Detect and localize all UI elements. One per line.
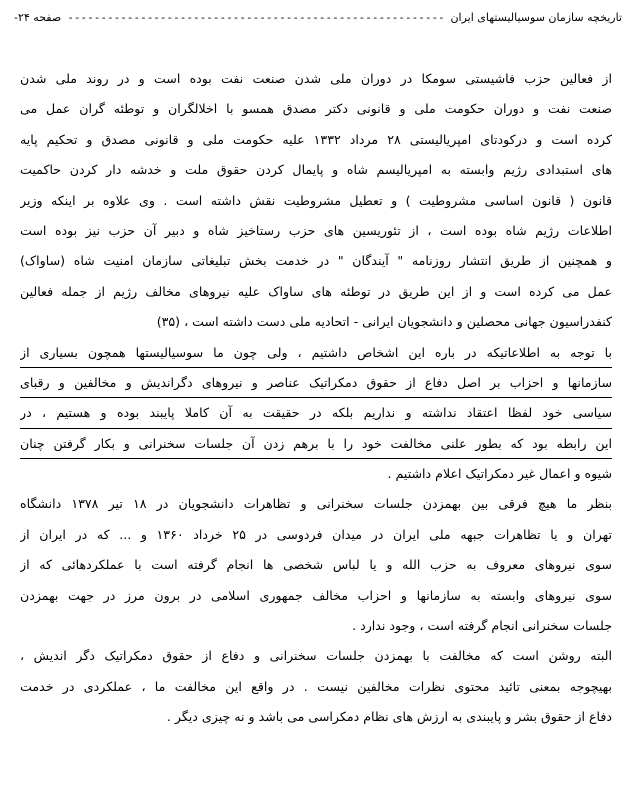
text-line: بهیچوجه بمعنی تائید محتوی نظرات مخالفین نیست . در واقع این مخالفت ما ، عملکردی در خدمت xyxy=(20,678,612,694)
page-header xyxy=(14,8,622,26)
text-line: البته روشن است که مخالفت با بهمزدن جلسات سخنرانی و دفاع از حقوق دمکراتیک دگر اندیش ، xyxy=(20,648,612,664)
text-line: از فعالین حزب فاشیستی سومکا در دوران ملی شدن صنعت نفت بوده است و در روند ملی شدن xyxy=(20,71,612,86)
text-line: سوی نیروهای معروف به حزب الله و یا لباس شخصی ها انجام گرفته است با عملکردهائی که از xyxy=(20,557,612,573)
text-line: بنظر ما هیچ فرقی بین بهمزدن جلسات سخنرانی و تظاهرات دانشجویان در ۱۸ تیر ۱۳۷۸ دانشگاه xyxy=(20,496,612,512)
paragraph-1 xyxy=(20,64,612,338)
underlined-text-line: سازمانها و احزاب بر اصل دفاع از حقوق دمکراتیک عناصر و نیروهای دگراندیش و مخالفین و رقبای xyxy=(20,368,612,398)
text-line: شیوه و اعمال غیر دمکراتیک اعلام داشتیم . xyxy=(387,466,612,482)
text-line: اطلاعات رژیم شاه بوده است ، از تئوریسین های حزب رستاخیز شاه و دبیر آن حزب نیز بوده است xyxy=(20,222,612,238)
book-title: تاریخچه سازمان سوسیالیستهای ایران xyxy=(450,10,622,24)
underlined-text-line: با توجه به اطلاعاتیکه در باره این اشخاص داشتیم ، ولی چون ما سوسیالیستها همچون بسیاری از xyxy=(20,338,612,368)
text-line: و همچنین از طریق انتشار روزنامه " آیندگان " در خدمت بخش تبلیغاتی سازمان امنیت شاه (ساواک) xyxy=(20,253,612,269)
underlined-text-line: این رابطه بود که بطور علنی مخالفت خود را با برهم زدن آن جلسات سخنرانی و بکار گرفتن چنان xyxy=(20,429,612,459)
paragraph-4 xyxy=(20,641,612,732)
text-line: سوی نیروهای وابسته به سازمانها و احزاب مخالف جمهوری اسلامی در برون مرز در جهت بهمزدن xyxy=(20,587,612,603)
paragraph-2-underlined xyxy=(20,338,612,490)
text-line: صنعت نفت و دوران حکومت ملی و قانونی دکتر مصدق همسو با اخلالگران و توطئه گران عمل می xyxy=(20,101,612,117)
text-line: عمل می کرده است و از این طریق در توطئه های ساواک علیه نیروهای مخالف رژیم از جمله فعالین xyxy=(20,283,612,299)
underlined-text-line: سیاسی خود لفظا اعتقاد نداشته و نداریم بلکه در حقیقت به آن کاملا پایبند بوده و هستیم ، در xyxy=(20,398,612,428)
text-line: جلسات سخنرانی انجام گرفته است ، وجود ندارد . xyxy=(352,618,612,634)
text-line: های استبدادی رژیم وابسته به امپریالیسم شاه و پایمال کردن حقوق ملت و خدشه دار کردن حاکمیت xyxy=(20,162,612,178)
text-line: کرده است و درکودتای امپریالیستی ۲۸ مرداد ۱۳۳۲ علیه حکومت ملی و قانونی مصدق و تحکیم پایه xyxy=(20,131,612,147)
text-line: قانون ( قانون اساسی مشروطیت ) و تعطیل مشروطیت نقش داشته است . وی علاوه بر اینکه وزیر xyxy=(20,192,612,208)
body-text xyxy=(20,64,612,733)
text-line: کنفدراسیون جهانی محصلین و دانشجویان ایرانی - اتحادیه ملی دست داشته است ، (۳۵) xyxy=(156,314,612,330)
header-divider xyxy=(67,11,444,24)
page-number: صفحه ۲۴- xyxy=(14,10,62,24)
paragraph-3 xyxy=(20,489,612,641)
text-line: دفاع از حقوق بشر و پایبندی به ارزش های نظام دمکراسی می باشد و نه چیزی دیگر . xyxy=(166,709,612,725)
text-line: تهران و یا تظاهرات جبهه ملی ایران در میدان فردوسی در ۲۵ خرداد ۱۳۶۰ و ... که در ایران از xyxy=(20,526,612,542)
